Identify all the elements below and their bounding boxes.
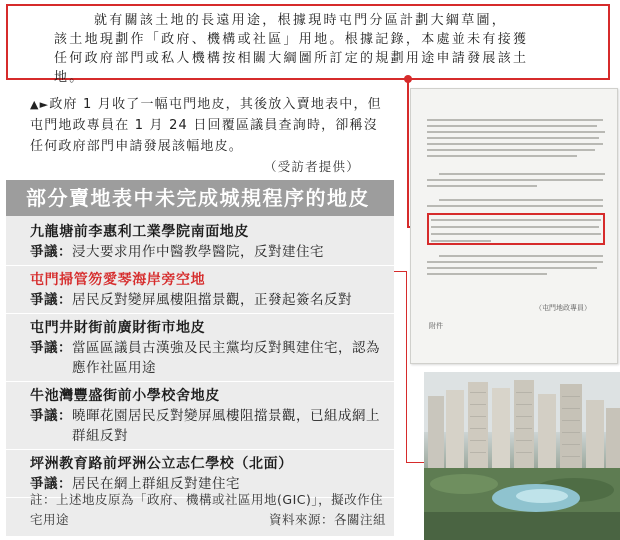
letter-document-image (410, 88, 618, 364)
land-sites-panel (6, 180, 394, 536)
quote-line: 該土地現劃作「政府、機構或社區」用地。根據記錄，本處並未有接獲 (54, 32, 529, 47)
connector-line (406, 462, 426, 463)
dispute-text: 浸大要求用作中醫教學醫院，反對建住宅 (72, 244, 324, 260)
list-item (6, 218, 394, 266)
residential-towers-photo (424, 372, 620, 540)
footnote-text: 註：上述地皮原為「政府、機構或社區用地(GIC)」，擬改作住宅用途 (30, 492, 384, 527)
source-note: 資料來源：各關注組 (268, 512, 386, 527)
site-title: 坪洲教育路前坪洲公立志仁學校（北面） (30, 456, 293, 472)
list-item (6, 266, 394, 314)
site-title: 九龍塘前李惠利工業學院南面地皮 (30, 224, 249, 240)
dispute-label: 爭議： (30, 292, 72, 308)
dispute-label: 爭議： (30, 244, 72, 260)
caption-arrow-icon: ▲► (30, 98, 50, 111)
dispute-label: 爭議： (30, 340, 72, 356)
connector-line (407, 80, 409, 226)
dispute-label: 爭議： (30, 476, 72, 492)
dispute-text: 居民在網上群組反對建住宅 (72, 476, 240, 492)
highlight-box (427, 213, 605, 245)
quote-line: 地。 (54, 70, 85, 85)
caption-text: 政府 1 月收了一幅屯門地皮，其後放入賣地表中，但屯門地政專員在 1 月 24 日回覆區議員查詢時，卻稱沒任何政府部門申請發展該幅地皮。 (30, 97, 382, 154)
photo-credit: （受訪者提供） (264, 159, 360, 174)
photo-caption (30, 94, 386, 157)
dispute-text: 居民反對變屏風樓阻擋景觀，正發起簽名反對 (72, 292, 352, 308)
letter-footer: 附件 (429, 322, 443, 330)
dispute-text: 曉暉花園居民反對變屏風樓阻擋景觀，已組成網上群組反對 (72, 408, 380, 444)
site-title: 屯門井財街前廣財街市地皮 (30, 320, 206, 336)
list-item (6, 314, 394, 382)
dispute-label: 爭議： (30, 408, 72, 424)
quote-line: 就有關該土地的長遠用途，根據現時屯門分區計劃大綱草圖， (94, 13, 508, 28)
site-list (6, 218, 394, 498)
site-title: 屯門掃管笏愛琴海岸旁空地 (30, 272, 206, 288)
panel-heading: 部分賣地表中未完成城規程序的地皮 (6, 180, 394, 216)
site-title: 牛池灣豐盛街前小學校舍地皮 (30, 388, 220, 404)
quote-excerpt-box (6, 4, 610, 85)
list-item (6, 382, 394, 450)
quote-line: 任何政府部門或私人機構按相關大綱圖所訂定的規劃用途申請發展該土 (54, 51, 529, 66)
dispute-text: 當區區議員古漢強及民主黨均反對興建住宅，認為應作社區用途 (72, 340, 380, 376)
connector-line (406, 271, 407, 462)
letter-signature: （屯門地政專員） (535, 304, 591, 312)
footnote (30, 490, 386, 530)
